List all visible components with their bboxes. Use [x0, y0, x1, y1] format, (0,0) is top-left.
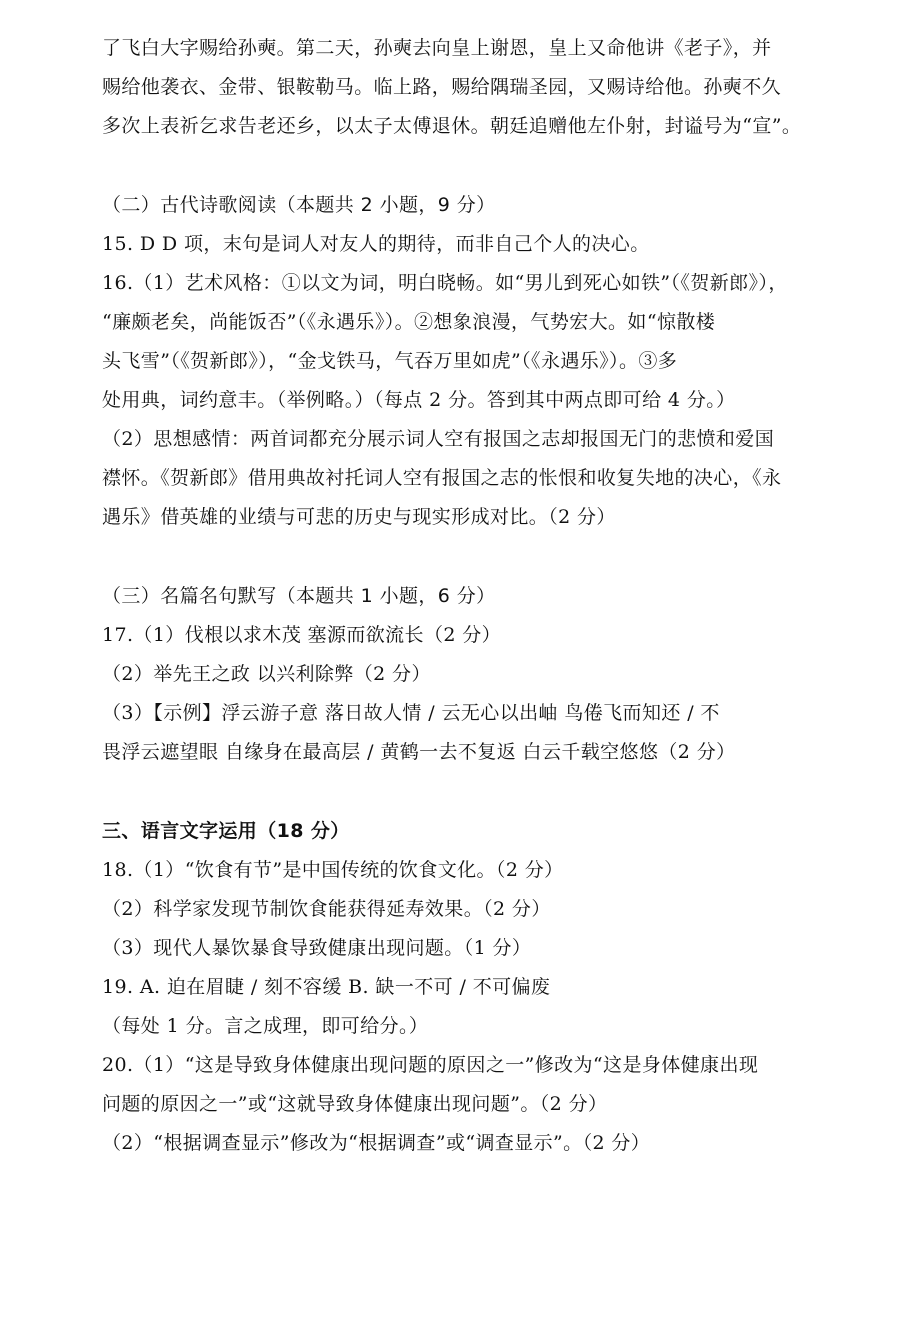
q17-line: （2）举先王之政 以兴利除弊（2 分） — [102, 663, 431, 685]
q19-line: 19. A. 迫在眉睫 / 刻不容缓 B. 缺一不可 / 不可偏废 — [102, 976, 551, 998]
part3-title: 三、语言文字运用（18 分） — [102, 820, 350, 842]
q17-line: 17.（1）伐根以求木茂 塞源而欲流长（2 分） — [102, 624, 502, 646]
intro-line: 赐给他袭衣、金带、银鞍勒马。临上路，赐给隅瑞圣园，又赐诗给他。孙奭不久 — [102, 76, 782, 98]
q16-line: 16.（1）艺术风格：①以文为词，明白晓畅。如“男儿到死心如铁”（《贺新郎》）， — [102, 272, 788, 294]
q16-line: （2）思想感情：两首词都充分展示词人空有报国之志却报国无门的悲愤和爱国 — [102, 428, 775, 450]
q17-line: （3）【示例】浮云游子意 落日故人情 / 云无心以出岫 鸟倦飞而知还 / 不 — [102, 702, 720, 724]
q16-line: 遇乐》借英雄的业绩与可悲的历史与现实形成对比。（2 分） — [102, 506, 616, 528]
q18-line: 18.（1）“饮食有节”是中国传统的饮食文化。（2 分） — [102, 859, 564, 881]
intro-line: 了飞白大字赐给孙奭。第二天，孙奭去向皇上谢恩，皇上又命他讲《老子》，并 — [102, 37, 772, 59]
section2-title: （二）古代诗歌阅读（本题共 2 小题，9 分） — [102, 194, 496, 216]
intro-line: 多次上表祈乞求告老还乡，以太子太傅退休。朝廷追赠他左仆射，封谥号为“宣”。 — [102, 115, 802, 137]
q16-line: “廉颇老矣，尚能饭否”（《永遇乐》）。②想象浪漫，气势宏大。如“惊散楼 — [102, 311, 716, 333]
q20-line: （2）“根据调查显示”修改为“根据调查”或“调查显示”。（2 分） — [102, 1132, 651, 1154]
q16-line: 处用典，词约意丰。（举例略。）（每点 2 分。答到其中两点即可给 4 分。） — [102, 389, 736, 411]
q16-line: 头飞雪”（《贺新郎》），“金戈铁马，气吞万里如虎”（《永遇乐》）。③多 — [102, 350, 678, 372]
q16-line: 襟怀。《贺新郎》借用典故衬托词人空有报国之志的怅恨和收复失地的决心，《永 — [102, 467, 782, 489]
section3-title: （三）名篇名句默写（本题共 1 小题，6 分） — [102, 585, 496, 607]
q20-line: 问题的原因之一”或“这就导致身体健康出现问题”。（2 分） — [102, 1093, 608, 1115]
q17-line: 畏浮云遮望眼 自缘身在最高层 / 黄鹤一去不复返 白云千载空悠悠（2 分） — [102, 741, 736, 763]
q18-line: （2）科学家发现节制饮食能获得延寿效果。（2 分） — [102, 898, 551, 920]
q15-answer: 15. D D 项，末句是词人对友人的期待，而非自己个人的决心。 — [102, 233, 650, 255]
q20-line: 20.（1）“这是导致身体健康出现问题的原因之一”修改为“这是身体健康出现 — [102, 1054, 759, 1076]
q18-line: （3）现代人暴饮暴食导致健康出现问题。（1 分） — [102, 937, 532, 959]
q19-note: （每处 1 分。言之成理，即可给分。） — [102, 1015, 429, 1037]
